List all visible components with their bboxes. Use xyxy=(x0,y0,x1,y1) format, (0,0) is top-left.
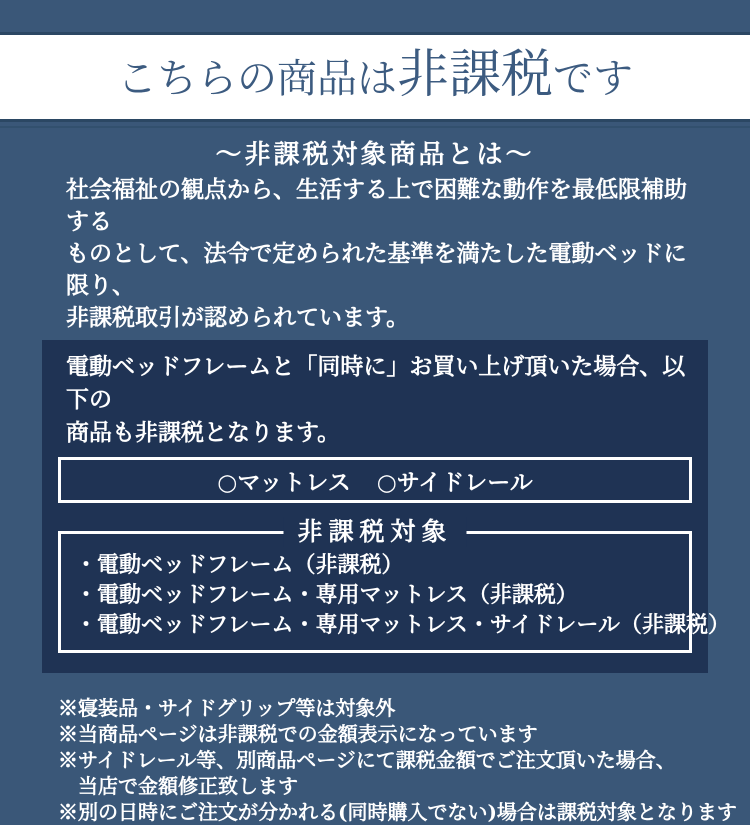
tax-exempt-target-box xyxy=(58,517,730,653)
page-title-emphasis: 非課税 xyxy=(396,45,553,105)
page-title-suffix: です xyxy=(553,56,633,102)
panel-lead xyxy=(58,350,692,449)
target-box-heading: 非課税対象 xyxy=(283,517,466,547)
panel-lead-line: 商品も非課税となります。 xyxy=(66,419,341,446)
note-line: 当店で金額修正致します xyxy=(58,774,298,798)
note-line: ※サイドレール等、別商品ページにて課税金額でご注文頂いた場合、 xyxy=(58,748,676,772)
footnotes xyxy=(0,673,750,825)
option-siderail: ○サイドレール xyxy=(376,468,533,496)
title-band xyxy=(0,32,750,122)
page-title-prefix: こちらの商品は xyxy=(116,56,397,102)
intro-line: 社会福祉の観点から、生活する上で困難な動作を最低限補助する xyxy=(66,176,687,235)
tax-exempt-panel xyxy=(42,340,730,673)
note-line: ※寝装品・サイドグリップ等は対象外 xyxy=(58,696,396,720)
target-item: ・電動ベッドフレーム・専用マットレス・サイドレール（非課税） xyxy=(75,612,730,638)
intro-line: 非課税取引が認められています。 xyxy=(66,304,410,331)
target-item: ・電動ベッドフレーム（非課税） xyxy=(75,552,404,578)
divider-rule xyxy=(0,126,750,128)
intro-paragraph xyxy=(0,170,750,334)
intro-line: ものとして、法令で定められた基準を満たした電動ベッドに限り、 xyxy=(66,240,687,299)
eligible-options-box xyxy=(58,457,692,503)
panel-lead-line: 電動ベッドフレームと「同時に」お買い上げ頂いた場合、以下の xyxy=(66,353,686,413)
top-spacer xyxy=(0,0,750,32)
note-line: ※別の日時にご注文が分かれる(同時購入でない)場合は課税対象となります xyxy=(58,800,737,824)
option-mattress: ○マットレス xyxy=(217,468,351,496)
section-subtitle: ～非課税対象商品とは～ xyxy=(215,140,535,170)
note-line: ※当商品ページは非課税での金額表示になっています xyxy=(58,722,538,746)
target-item: ・電動ベッドフレーム・専用マットレス（非課税） xyxy=(75,582,578,608)
